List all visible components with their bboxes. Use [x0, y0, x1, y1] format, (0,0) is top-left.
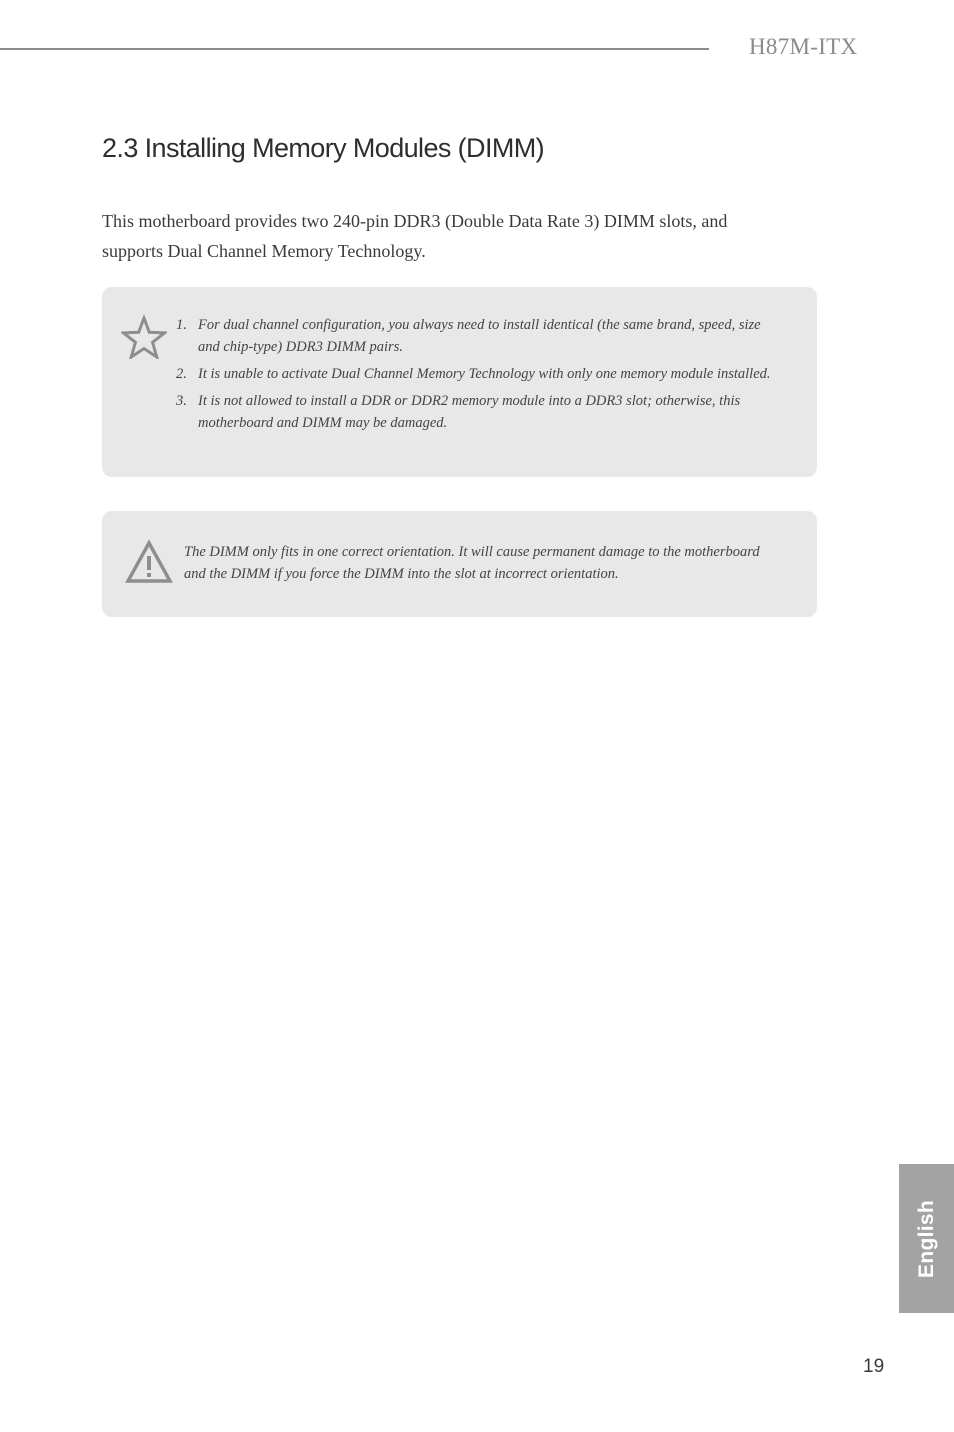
list-item-number: 1. — [176, 317, 187, 333]
section-title: 2.3 Installing Memory Modules (DIMM) — [102, 133, 545, 163]
list-item-text: For dual channel configuration, you always need to install identical (the same brand, speed, size and chip-type) DDR3 DIMM pairs. — [198, 317, 761, 355]
language-tab-label: English — [914, 1199, 938, 1278]
caution-text: The DIMM only fits in one correct orientation. It will cause permanent damage to the motherboard and the DIMM if you force the DIMM into the slot at incorrect orientation. — [184, 544, 760, 582]
header-rule — [0, 48, 709, 50]
list-item — [176, 363, 776, 385]
list-item-number: 3. — [176, 393, 187, 409]
list-item-text: It is unable to activate Dual Channel Memory Technology with only one memory module installed. — [198, 366, 771, 382]
page-number: 19 — [863, 1356, 885, 1377]
language-tab — [899, 1164, 954, 1313]
list-item — [176, 390, 776, 434]
star-icon — [121, 315, 167, 359]
warning-icon — [124, 539, 174, 585]
list-item — [176, 314, 776, 358]
tips-box — [102, 287, 817, 477]
tips-list — [176, 314, 776, 439]
list-item-number: 2. — [176, 366, 187, 382]
caution-box — [102, 511, 817, 617]
model-name: H87M-ITX — [749, 34, 858, 59]
intro-paragraph: This motherboard provides two 240-pin DDR3 (Double Data Rate 3) DIMM slots, and supports Dual Channel Memory Technology. — [102, 211, 728, 261]
list-item-text: It is not allowed to install a DDR or DDR2 memory module into a DDR3 slot; otherwise, this motherboard and DIMM may be damaged. — [198, 393, 741, 431]
